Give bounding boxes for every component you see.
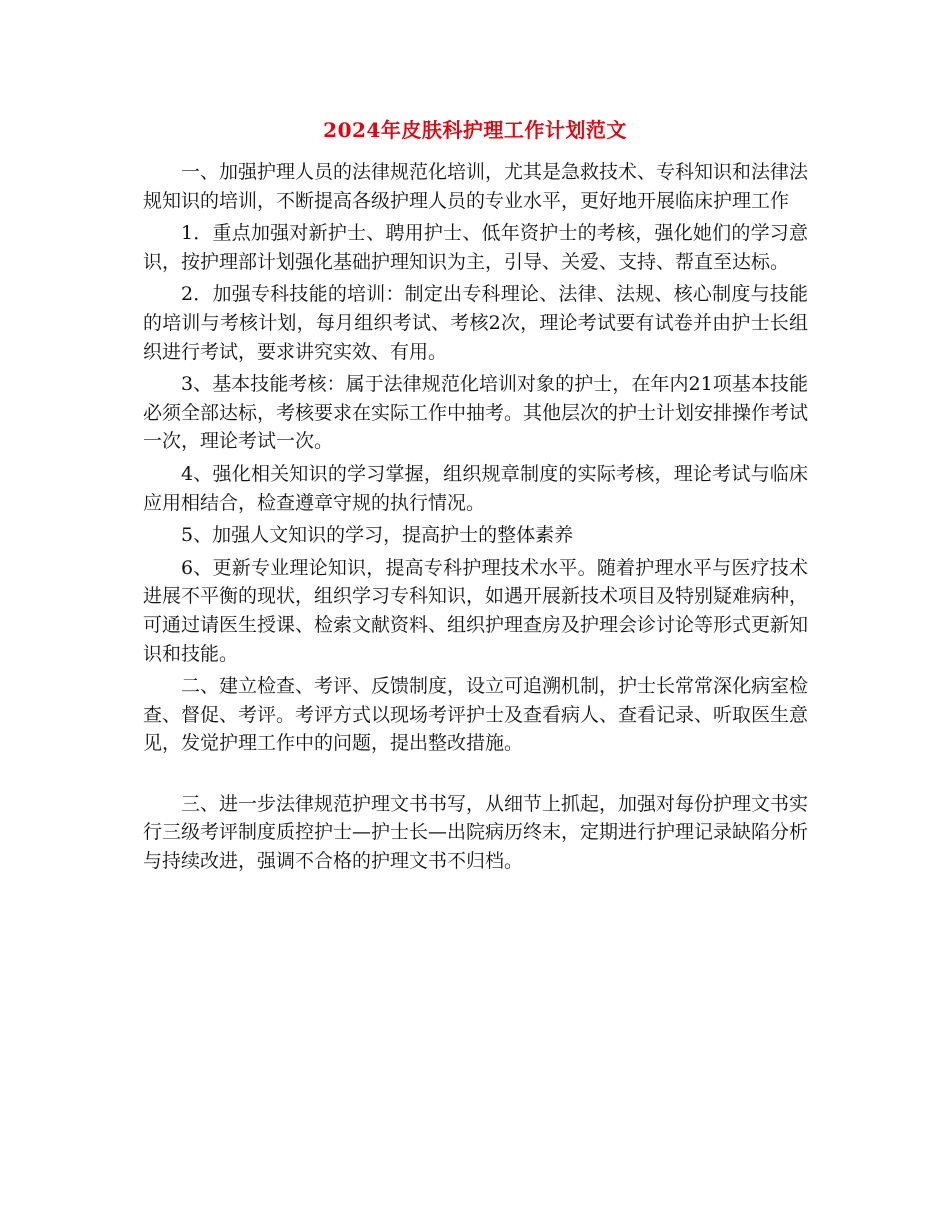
document-body [143,158,808,880]
paragraph-section-2: 二、建立检查、考评、反馈制度，设立可追溯机制，护士长常常深化病室检查、督促、考评。考评方式以现场考评护士及查看病人、查看记录、听取医生意见，发觉护理工作中的问题，提出整改措施。 [143,675,809,755]
paragraph-item-6: 6、更新专业理论知识，提高专科护理技术水平。随着护理水平与医疗技术进展不平衡的现状，组织学习专科知识，如遇开展新技术项目及特别疑难病种，可通过请医生授课、检索文献资料、组织护理查房及护理会诊讨论等形式更新知识和技能。 [143,556,809,665]
paragraph-section-1: 一、加强护理人员的法律规范化培训，尤其是急救技术、专科知识和法律法规知识的培训，不断提高各级护理人员的专业水平，更好地开展临床护理工作 [143,161,809,212]
paragraph-item-1: 1．重点加强对新护士、聘用护士、低年资护士的考核，强化她们的学习意识，按护理部计划强化基础护理知识为主，引导、关爱、支持、帮直至达标。 [143,222,808,273]
document-title: 2024年皮肤科护理工作计划范文 [323,118,627,142]
paragraph-item-2: 2．加强专科技能的培训：制定出专科理论、法律、法规、核心制度与技能的培训与考核计划，每月组织考试、考核2次，理论考试要有试卷并由护士长组织进行考试，要求讲究实效、有用。 [143,283,808,363]
paragraph-item-3: 3、基本技能考核：属于法律规范化培训对象的护士，在年内21项基本技能必须全部达标，考核要求在实际工作中抽考。其他层次的护士计划安排操作考试一次，理论考试一次。 [143,373,809,453]
paragraph-item-4: 4、强化相关知识的学习掌握，组织规章制度的实际考核，理论考试与临床应用相结合，检查遵章守规的执行情况。 [143,462,808,514]
paragraph-section-3: 三、进一步法律规范护理文书书写，从细节上抓起，加强对每份护理文书实行三级考评制度质控护士—护士长—出院病历终末，定期进行护理记录缺陷分析与持续改进，强调不合格的护理文书不归档。 [143,792,809,873]
paragraph-item-5: 5、加强人文知识的学习，提高护士的整体素养 [181,524,574,547]
